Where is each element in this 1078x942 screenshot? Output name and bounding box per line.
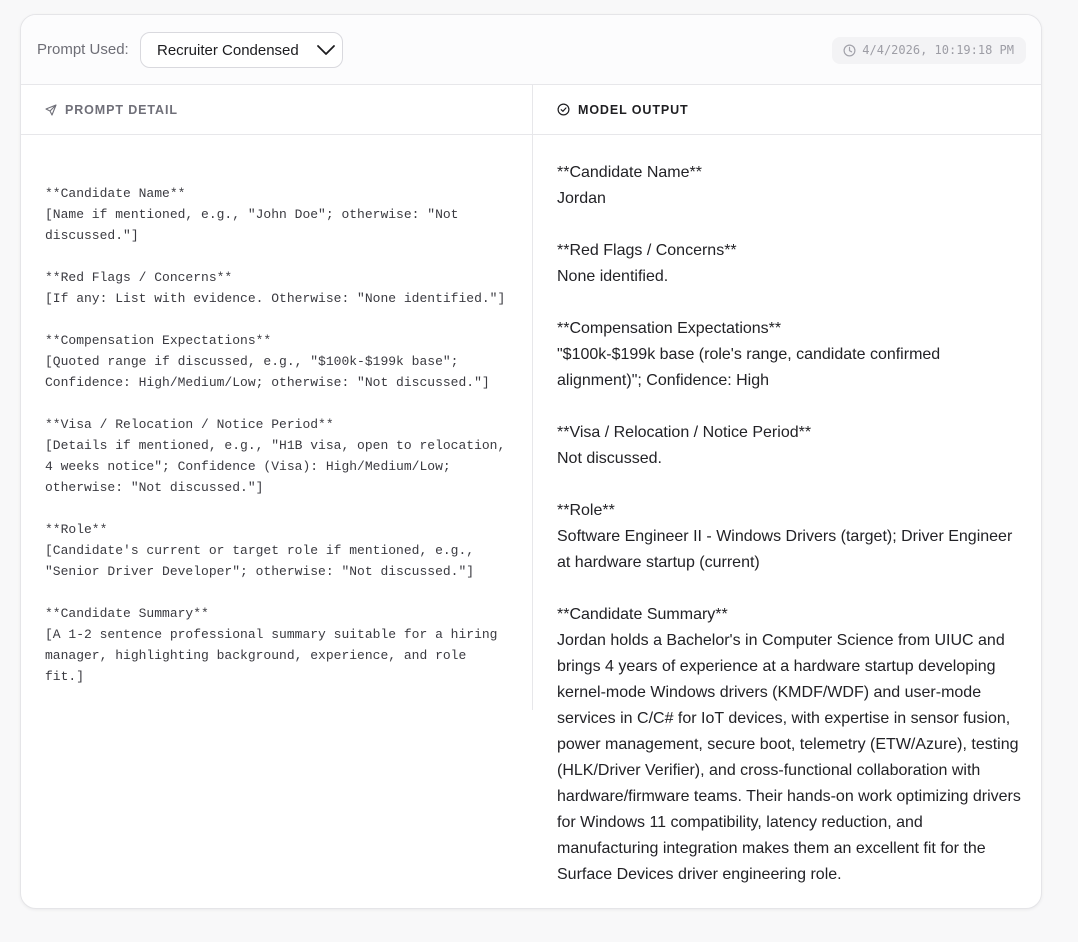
prompt-detail-header [45, 85, 178, 134]
chevron-down-icon [316, 42, 336, 58]
check-circle-icon [557, 103, 570, 116]
prompt-used-label: Prompt Used: [37, 41, 129, 58]
prompt-select-value: Recruiter Condensed [157, 42, 299, 59]
model-output-text: **Candidate Name** Jordan **Red Flags / Concerns** None identified. **Compensation Expectations** "$100k-$199k base (role's range, candidate confirmed alignment)"; Confidence: High **Visa / Relocation / Notice Period** Not discussed. **Role** Software Engineer II - Windows Drivers (target); Driver Engineer at hardware startup (current) **Candidate Summary** Jordan holds a Bachelor's in Computer Science from UIUC and brings 4 years of experience at a hardware startup developing kernel-mode Windows drivers (KMDF/WDF) and user-mode services in C/C# for IoT devices, with expertise in sensor fusion, power management, secure boot, telemetry (ETW/Azure), testing (HLK/Driver Verifier), and cross-functional collaboration with hardware/firmware teams. Their hands-on work optimizing drivers for Windows 11 compatibility, latency reduction, and manufacturing integration makes them an excellent fit for the Surface Devices driver engineering role. [557, 164, 1021, 883]
prompt-detail-text: **Candidate Name** [Name if mentioned, e.g., "John Doe"; otherwise: "Not discussed."] **Red Flags / Concerns** [If any: List with evidence. Otherwise: "None identified."] **Compensation Expectations** [Quoted range if discussed, e.g., "$100k-$199k base"; Confidence: High/Medium/Low; otherwise: "Not discussed."] **Visa / Relocation / Notice Period** [Details if mentioned, e.g., "H1B visa, open to relocation, 4 weeks notice"; Confidence (Visa): High/Medium/Low; otherwise: "Not discussed."] **Role** [Candidate's current or target role if mentioned, e.g., "Senior Driver Developer"; otherwise: "Not discussed."] **Candidate Summary** [A 1-2 sentence professional summary suitable for a hiring manager, highlighting background, experience, and role fit.] [45, 186, 506, 684]
send-icon [45, 104, 57, 116]
timestamp-badge [832, 37, 1026, 64]
prompt-detail-title: PROMPT DETAIL [65, 102, 178, 117]
result-card [20, 14, 1042, 909]
prompt-select[interactable] [140, 32, 343, 68]
column-divider [532, 85, 533, 710]
clock-icon [843, 44, 856, 57]
model-output-title: MODEL OUTPUT [578, 102, 689, 117]
model-output-header [557, 85, 689, 134]
column-headers [21, 85, 1041, 135]
timestamp-text: 4/4/2026, 10:19:18 PM [862, 43, 1014, 57]
toolbar [21, 15, 1041, 85]
